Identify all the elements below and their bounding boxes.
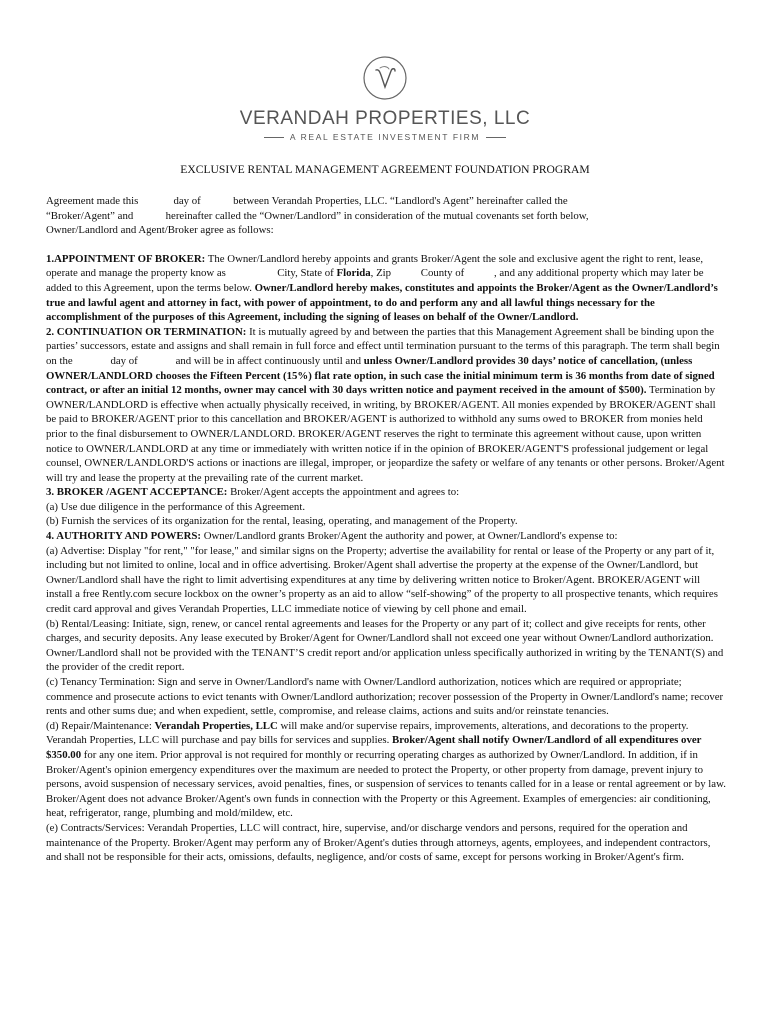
- section-acceptance: 3. BROKER /AGENT ACCEPTANCE: Broker/Agent accepts the appointment and agrees to: (a) Use due diligence in the performance of this Agreement. (b) Furnish the services of its organization for the rental, leasing, operating, and management of the Property.: [46, 486, 518, 528]
- section-appointment: 1.APPOINTMENT OF BROKER: The Owner/Landlord hereby appoints and grants Broker/Agent the sole and exclusive agent the right to rent, lease, operate and manage the property know as City, State of Florida, Zip County of , and any additional property which may later be added to this Agreement, upon the terms below. Owner/Landlord hereby makes, constitutes and appoints the Broker/Agent as the Owner/Landlord’s true and lawful agent and attorney in fact, with power of appointment, to do and perform any and all lawful things necessary for the accomplishment of the purposes of this Agreement, including the signing of leases on behalf of the Owner/Landlord.: [46, 252, 718, 324]
- agreement-body: [46, 194, 726, 865]
- section-3-heading: 3. BROKER /AGENT ACCEPTANCE:: [46, 486, 228, 499]
- section-continuation: 2. CONTINUATION OR TERMINATION: It is mutually agreed by and between the parties that this Management Agreement shall be binding upon the parties’ successors, estate and assigns and shall remain in full force and effect until termination pursuant to the terms of this paragraph. The term shall begin on the day of and will be in affect continuously until and unless Owner/Landlord provides 30 days’ notice of cancellation, (unless OWNER/LANDLORD chooses the Fifteen Percent (15%) flat rate option, in such case the initial minimum term is 36 months from date of signed contract, or after an initial 12 months, owner may cancel with 30 days written notice and payment received in the amount of $500). Termination by OWNER/LANDLORD is effective when actually physically received, in writing, by BROKER/AGENT. All monies expended by BROKER/AGENT shall be paid to BROKER/AGENT prior to this cancellation and BROKER/AGENT is authorized to withhold any sums owed to BROKER from monies held prior to the final disbursement to OWNER/LANDLORD. BROKER/AGENT reserves the right to terminate this agreement without cause, upon written notice to OWNER/LANDLORD at any time or immediately with written notice if in the opinion of BROKER/AGENT'S professional judgement or legal counsel, OWNER/LANDLORD'S actions or inactions are illegal, improper, or jeopardize the safety or welfare of any tenants or other persons. Broker/Agent will try and lease the property at the prevailing rate of the current market.: [46, 325, 725, 484]
- company-name: VERANDAH PROPERTIES, LLC: [239, 108, 531, 129]
- section-1-heading: 1.APPOINTMENT OF BROKER:: [46, 252, 206, 265]
- section-authority: 4. AUTHORITY AND POWERS: Owner/Landlord grants Broker/Agent the authority and power, at Owner/Landlord's expense to: (a) Advertise: Display "for rent," "for lease," and similar signs on the Property; advertise the availability for rental or lease of the Property or any part of it, including but not limited to online, local and in office advertising. Broker/Agent shall advertise the property at the expense of the Owner/Landlord, but Owner/Landlord shall have the right to limit advertising expenditures at any time by delivering written notice to Broker/Agent. BROKER/AGENT will install a free Rently.com secure lockbox on the owner’s property as an aid to allow “self-showing” of the property to all prospective tenants, which requires credit card approval and gives Verandah Properties, LLC immediate notice of viewing by cell phone and email. (b) Rental/Leasing: Initiate, sign, renew, or cancel rental agreements and leases for the Property or any part of it; collect and give receipts for rents, other charges, and security deposits. Any lease executed by Broker/Agent for Owner/Landlord shall not exceed one year without Owner/Landlord authorization. Owner/Landlord shall not be provided with the TENANT’S credit report and/or application unless specifically authorized in writing by the TENANT(S) and the provider of the credit report. (c) Tenancy Termination: Sign and serve in Owner/Landlord's name with Owner/Landlord authorization, notices which are required or appropriate; commence and prosecute actions to evict tenants with Owner/Landlord authorization; recover possession of the Property in Owner/Landlord's name; recover rents and other sums due; and when expedient, settle, compromise, and release claims, actions and suits and/or reinstate tenancies. (d) Repair/Maintenance: Verandah Properties, LLC will make and/or supervise repairs, improvements, alterations, and decorations to the property. Verandah Properties, LLC will purchase and pay bills for services and supplies. Broker/Agent shall notify Owner/Landlord of all expenditures over $350.00 for any one item. Prior approval is not required for monthly or recurring operating charges as authorized by Owner/Landlord. In addition, if in Broker/Agent's opinion emergency expenditures over the maximum are needed to protect the Property, or other property from damage, prevent injury to persons, avoid suspension of necessary services, avoid penalties, fines, or suspension of services to tenants called for in a lease or rental agreement or by law. Broker/Agent does not advance Broker/Agent's own funds in connection with the Property or this Agreement. Examples of emergencies: air conditioning, heat, refrigerator, range, plumbing and mold/mildew, etc. (e) Contracts/Services: Verandah Properties, LLC will contract, hire, supervise, and/or discharge vendors and persons, required for the operation and maintenance of the Property. Broker/Agent may perform any of Broker/Agent's duties through attorneys, agents, employees, and independent contractors, and shall not be responsible for their acts, omissions, defaults, negligence, and/or costs of same, except for persons working in Broker/Agent's firm.: [46, 530, 726, 864]
- intro-paragraph: Agreement made this day of between Verandah Properties, LLC. “Landlord's Agent” hereinafter called the “Broker/Agent” and hereinafter called the “Owner/Landlord” in consideration of the mutual covenants set forth below, Owner/Landlord and Agent/Broker agree as follows:: [46, 195, 589, 237]
- document-title: EXCLUSIVE RENTAL MANAGEMENT AGREEMENT FOUNDATION PROGRAM: [180, 163, 590, 176]
- company-logo: [0, 54, 770, 142]
- company-tagline: A REAL ESTATE INVESTMENT FIRM: [0, 132, 770, 142]
- section-4-heading: 4. AUTHORITY AND POWERS:: [46, 530, 201, 543]
- section-2-heading: 2. CONTINUATION OR TERMINATION:: [46, 325, 247, 338]
- verandah-monogram-icon: [361, 54, 409, 102]
